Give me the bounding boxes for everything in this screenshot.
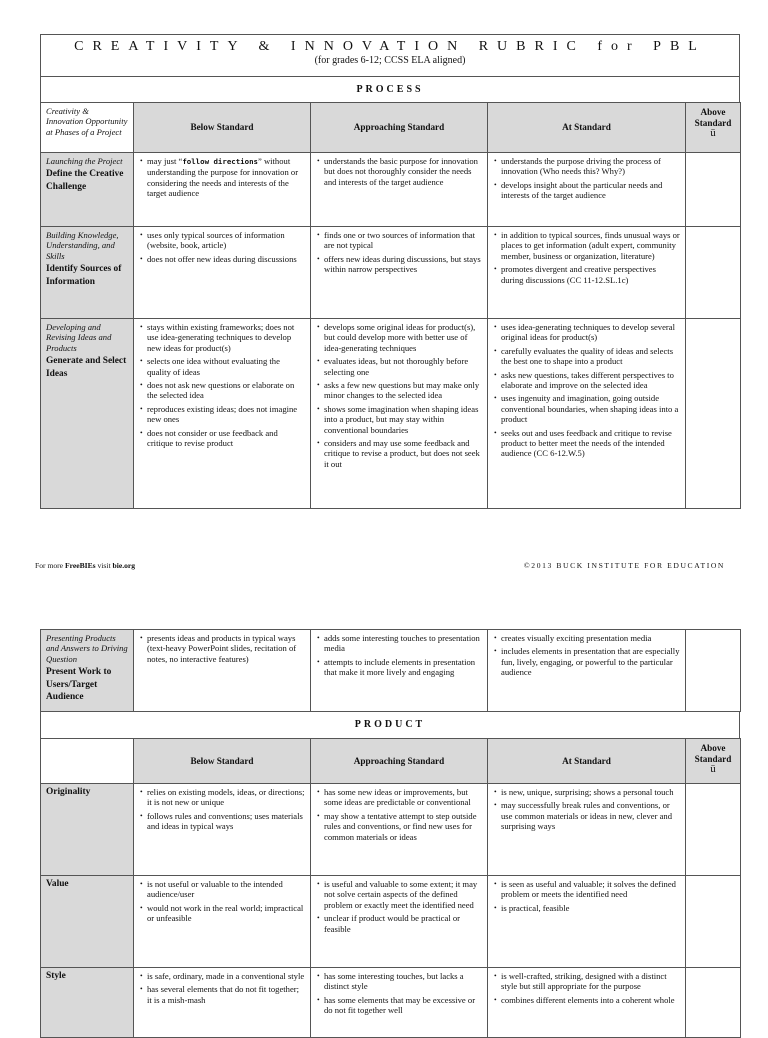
check-glyph: ü: [710, 763, 716, 776]
approaching-cell: [311, 227, 488, 319]
process-row-sources: [41, 227, 741, 319]
list-item: • attempts to include elements in presentation that make it more lively and engaging: [324, 657, 482, 678]
at-cell: [488, 968, 686, 1038]
approaching-standard-header: Approaching Standard: [311, 739, 488, 784]
phase-cell: [41, 630, 134, 712]
list-item: • asks new questions, takes different perspectives to elaborate and improve on the selected idea: [501, 370, 680, 391]
list-item: • selects one idea without evaluating the quality of ideas: [147, 356, 305, 377]
list-item: • considers and may use some feedback and critique to revise a product, but does not seek it out: [324, 438, 482, 469]
criterion-label: Style: [41, 968, 134, 1038]
list-item: • may show a tentative attempt to step outside rules and conventions, or find new uses for common materials or ideas: [324, 811, 482, 842]
approaching-standard-header: Approaching Standard: [311, 103, 488, 153]
list-item: • is seen as useful and valuable; it solves the defined problem or meets the identified need: [501, 879, 680, 900]
phase-cell: [41, 153, 134, 227]
footer-copyright: ©2013 BUCK INSTITUTE FOR EDUCATION: [523, 561, 725, 570]
approaching-cell: [311, 153, 488, 227]
list-item: • does not consider or use feedback and critique to revise product: [147, 428, 305, 449]
list-item: • is useful and valuable to some extent; it may not solve certain aspects of the defined problem or exactly meet the identified need: [324, 879, 482, 910]
list-item: • is new, unique, surprising; shows a personal touch: [501, 787, 680, 797]
list-item: • presents ideas and products in typical ways (text-heavy PowerPoint slides, recitation of notes, no interactive features): [147, 633, 305, 664]
criterion-label: Identify Sources of Information: [46, 264, 122, 287]
list-item: • does not offer new ideas during discussions: [147, 254, 305, 264]
below-cell: [134, 153, 311, 227]
below-cell: [134, 876, 311, 968]
list-item: • in addition to typical sources, finds unusual ways or places to get information (adult expert, community member, business or organization, literature): [501, 230, 680, 261]
approaching-cell: [311, 630, 488, 712]
below-cell: [134, 968, 311, 1038]
list-item: • uses idea-generating techniques to develop several original ideas for product(s): [501, 322, 680, 343]
approaching-cell: [311, 876, 488, 968]
list-item: • evaluates ideas, but not thoroughly before selecting one: [324, 356, 482, 377]
phase-label: Building Knowledge, Understanding, and Skills: [46, 230, 119, 261]
list-item: • develops some original ideas for product(s), but could develop more with better use of idea-generating techniques: [324, 322, 482, 353]
approaching-cell: [311, 319, 488, 509]
phase-cell: [41, 227, 134, 319]
at-cell: [488, 227, 686, 319]
approaching-cell: [311, 784, 488, 876]
process-table-continued: [40, 629, 741, 712]
list-item: • has some interesting touches, but lacks a distinct style: [324, 971, 482, 992]
criterion-label: Originality: [41, 784, 134, 876]
list-item: • reproduces existing ideas; does not imagine new ones: [147, 404, 305, 425]
list-item: • is well-crafted, striking, designed with a distinct style but still appropriate for the purpose: [501, 971, 680, 992]
list-item: • combines different elements into a coherent whole: [501, 995, 680, 1005]
process-section-label: PROCESS: [40, 76, 740, 102]
list-item: • adds some interesting touches to presentation media: [324, 633, 482, 654]
rubric-title: CREATIVITY & INNOVATION RUBRIC for PBL: [74, 39, 706, 54]
list-item: • has some new ideas or improvements, but some ideas are predictable or conventional: [324, 787, 482, 808]
list-item: • creates visually exciting presentation media: [501, 633, 680, 643]
rubric-page-1: [40, 34, 740, 509]
list-item: • uses only typical sources of information (website, book, article): [147, 230, 305, 251]
product-header-row: [41, 739, 741, 784]
corner-header-empty: [41, 739, 134, 784]
process-row-define: [41, 153, 741, 227]
rubric-page-2: [40, 629, 740, 1038]
list-item: • has several elements that do not fit together; it is a mish-mash: [147, 984, 305, 1005]
product-row-style: [41, 968, 741, 1038]
list-item: • shows some imagination when shaping ideas into a product, but may stay within conventional boundaries: [324, 404, 482, 435]
list-item: • asks a few new questions but may make only minor changes to the selected idea: [324, 380, 482, 401]
list-item: • offers new ideas during discussions, but stays within narrow perspectives: [324, 254, 482, 275]
above-standard-header: [686, 103, 741, 153]
process-table: [40, 102, 741, 509]
rubric-subtitle: (for grades 6-12; CCSS ELA aligned): [314, 55, 466, 66]
at-cell: [488, 319, 686, 509]
footer-left: For more FreeBIEs visit bie.org: [35, 561, 136, 570]
at-cell: [488, 153, 686, 227]
list-item: • promotes divergent and creative perspectives during discussions (CC 11-12.SL.1c): [501, 264, 680, 285]
list-item: • seeks out and uses feedback and critique to revise product to better meet the needs of the intended audience (CC 6-12.W.5): [501, 428, 680, 459]
phase-label: Presenting Products and Answers to Driving Question: [46, 633, 128, 664]
list-item: • follows rules and conventions; uses materials and ideas in typical ways: [147, 811, 305, 832]
list-item: • may just “follow directions” without understanding the purpose for innovation or considering the needs and interests of the target audience: [147, 156, 305, 199]
bie-link[interactable]: bie.org: [112, 561, 136, 570]
phase-label: Launching the Project: [46, 156, 123, 166]
title-box: [40, 34, 740, 76]
below-cell: [134, 227, 311, 319]
list-item: • relies on existing models, ideas, or directions; it is not new or unique: [147, 787, 305, 808]
list-item: • does not ask new questions or elaborate on the selected idea: [147, 380, 305, 401]
approaching-cell: [311, 968, 488, 1038]
list-item: • uses ingenuity and imagination, going outside conventional boundaries, when shaping ideas into a product: [501, 393, 680, 424]
corner-header: Creativity & Innovation Opportunity at Phases of a Project: [41, 103, 134, 153]
above-standard-header: [686, 739, 741, 784]
process-row-present: [41, 630, 741, 712]
below-cell: [134, 630, 311, 712]
above-cell: [686, 227, 741, 319]
above-cell: [686, 968, 741, 1038]
list-item: • unclear if product would be practical or feasible: [324, 913, 482, 934]
at-standard-header: At Standard: [488, 739, 686, 784]
above-cell: [686, 876, 741, 968]
at-cell: [488, 876, 686, 968]
process-row-generate: [41, 319, 741, 509]
above-cell: [686, 784, 741, 876]
list-item: • understands the purpose driving the process of innovation (Who needs this? Why?): [501, 156, 680, 177]
list-item: • understands the basic purpose for innovation but does not thoroughly consider the needs and interests of the target audience: [324, 156, 482, 187]
list-item: • carefully evaluates the quality of ideas and selects the best one to shape into a product: [501, 346, 680, 367]
list-item: • stays within existing frameworks; does not use idea-generating techniques to develop new ideas for product(s): [147, 322, 305, 353]
below-standard-header: Below Standard: [134, 103, 311, 153]
product-row-originality: [41, 784, 741, 876]
product-row-value: [41, 876, 741, 968]
criterion-label: Define the Creative Challenge: [46, 169, 124, 192]
list-item: • is practical, feasible: [501, 903, 680, 913]
above-cell: [686, 319, 741, 509]
at-cell: [488, 784, 686, 876]
criterion-label: Value: [41, 876, 134, 968]
criterion-label: Generate and Select Ideas: [46, 356, 127, 379]
list-item: • includes elements in presentation that are especially fun, lively, engaging, or powerful to the particular audience: [501, 646, 680, 677]
phase-label: Developing and Revising Ideas and Products: [46, 322, 112, 353]
below-cell: [134, 784, 311, 876]
above-cell: [686, 153, 741, 227]
product-section-label: PRODUCT: [40, 712, 740, 738]
at-cell: [488, 630, 686, 712]
phase-cell: [41, 319, 134, 509]
above-standard-label: Above Standard: [694, 107, 732, 128]
below-cell: [134, 319, 311, 509]
list-item: • would not work in the real world; impractical or unfeasible: [147, 903, 305, 924]
above-cell: [686, 630, 741, 712]
list-item: • develops insight about the particular needs and interests of the target audience: [501, 180, 680, 201]
product-table: [40, 738, 741, 1038]
header-row: [41, 103, 741, 153]
below-standard-header: Below Standard: [134, 739, 311, 784]
check-glyph: ü: [710, 127, 716, 140]
list-item: • has some elements that may be excessive or do not fit together well: [324, 995, 482, 1016]
list-item: • is safe, ordinary, made in a conventional style: [147, 971, 305, 981]
list-item: • may successfully break rules and conventions, or use common materials or ideas in new, clever and surprising ways: [501, 800, 680, 831]
criterion-label: Present Work to Users/Target Audience: [46, 667, 112, 703]
at-standard-header: At Standard: [488, 103, 686, 153]
above-standard-label: Above Standard: [694, 743, 732, 764]
list-item: • is not useful or valuable to the intended audience/user: [147, 879, 305, 900]
list-item: • finds one or two sources of information that are not typical: [324, 230, 482, 251]
